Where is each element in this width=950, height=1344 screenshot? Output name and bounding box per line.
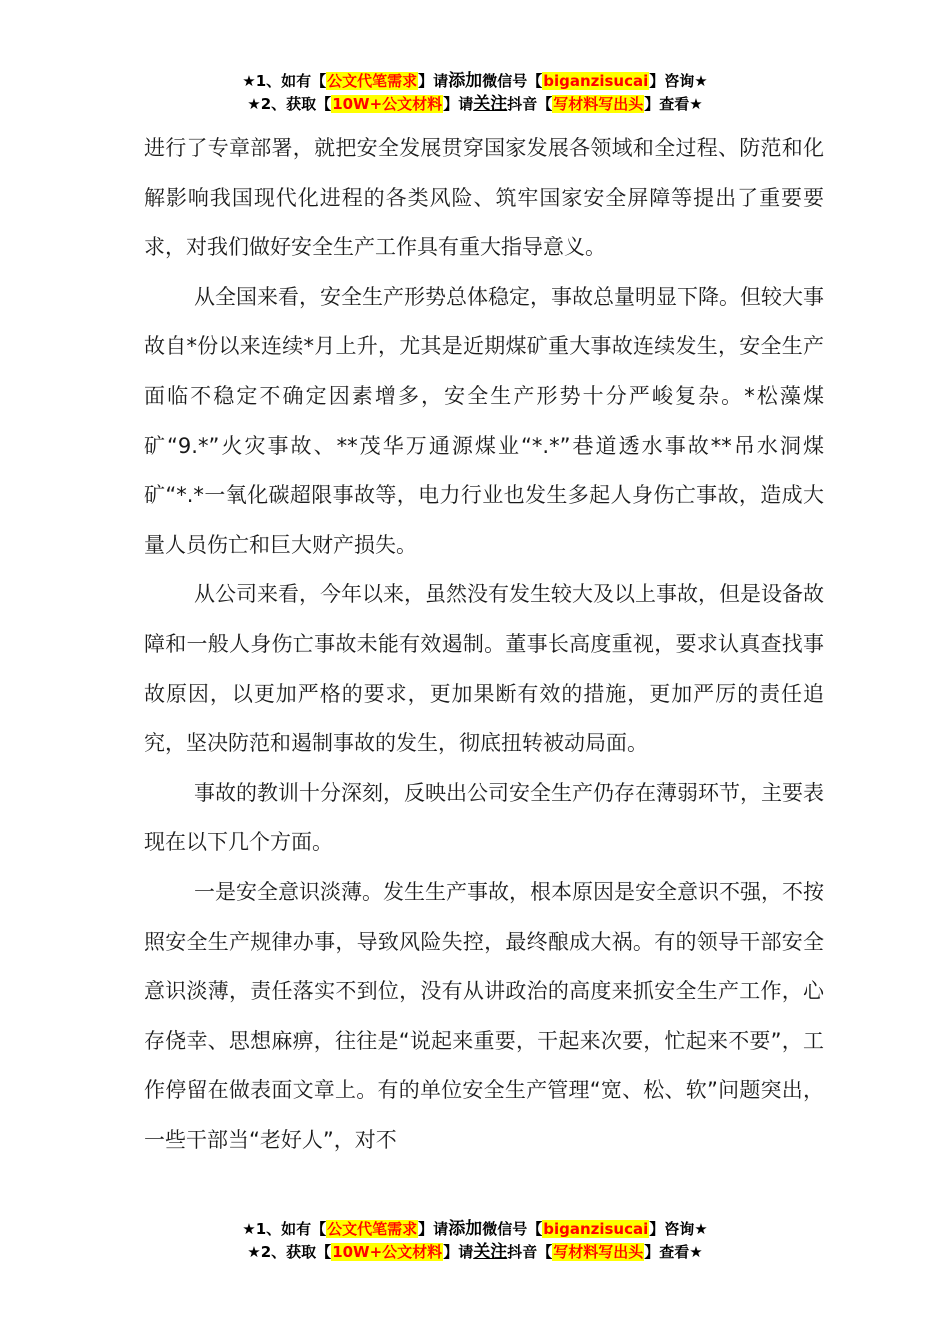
footer-banner	[0, 1218, 950, 1264]
star-icon: ★	[694, 1220, 708, 1238]
highlight-wechat-id: biganzisucai	[543, 1220, 649, 1238]
paragraph-continuation: 进行了专章部署，就把安全发展贯穿国家发展各领域和全过程、防范和化解影响我国现代化进程的各类风险、筑牢国家安全屏障等提出了重要要求，对我们做好安全生产工作具有重大指导意义。	[144, 136, 824, 260]
star-icon: ★	[694, 72, 708, 90]
paragraph-safety-awareness: 一是安全意识淡薄。发生生产事故，根本原因是安全意识不强，不按照安全生产规律办事，导致风险失控，最终酿成大祸。有的领导干部安全意识淡薄，责任落实不到位，没有从讲政治的高度来抓安全生产工作，心存侥幸、思想麻痹，往往是“说起来重要，干起来次要，忙起来不要”，工作停留在做表面文章上。有的单位安全生产管理“宽、松、软”问题突出，一些干部当“老好人”，对不	[144, 879, 824, 1152]
document-body	[144, 124, 824, 1165]
highlight-douyin-account: 写材料写出头	[553, 1243, 644, 1261]
star-icon: ★	[247, 95, 261, 113]
banner-line-2: ★2、获取【10W+公文材料】请关注抖音【写材料写出头】查看★	[247, 1242, 703, 1262]
star-icon: ★	[689, 1243, 703, 1261]
banner-line-1: ★1、如有【公文代笔需求】请添加微信号【biganzisucai】咨询★	[242, 71, 708, 91]
highlight-service: 公文代笔需求	[327, 72, 418, 90]
highlight-service: 公文代笔需求	[327, 1220, 418, 1238]
paragraph-national-situation: 从全国来看，安全生产形势总体稳定，事故总量明显下降。但较大事故自*份以来连续*月上升，尤其是近期煤矿重大事故连续发生，安全生产面临不稳定不确定因素增多，安全生产形势十分严峻复杂。*松藻煤矿“9.*”火灾事故、**茂华万通源煤业“*.*”巷道透水事故**吊水洞煤矿“*.*一氧化碳超限事故等，电力行业也发生多起人身伤亡事故，造成大量人员伤亡和巨大财产损失。	[144, 284, 824, 557]
star-icon: ★	[689, 95, 703, 113]
header-banner	[0, 70, 950, 116]
banner-line-2: ★2、获取【10W+公文材料】请关注抖音【写材料写出头】查看★	[247, 94, 703, 114]
highlight-douyin-account: 写材料写出头	[553, 95, 644, 113]
star-icon: ★	[242, 72, 256, 90]
star-icon: ★	[247, 1243, 261, 1261]
paragraph-lessons-intro: 事故的教训十分深刻，反映出公司安全生产仍存在薄弱环节，主要表现在以下几个方面。	[144, 780, 824, 855]
star-icon: ★	[242, 1220, 256, 1238]
banner-line-1: ★1、如有【公文代笔需求】请添加微信号【biganzisucai】咨询★	[242, 1219, 708, 1239]
paragraph-company-situation: 从公司来看，今年以来，虽然没有发生较大及以上事故，但是设备故障和一般人身伤亡事故未能有效遏制。董事长高度重视，要求认真查找事故原因，以更加严格的要求，更加果断有效的措施，更加严厉的责任追究，坚决防范和遏制事故的发生，彻底扭转被动局面。	[144, 582, 824, 756]
highlight-materials: 10W+公文材料	[332, 95, 443, 113]
highlight-wechat-id: biganzisucai	[543, 72, 649, 90]
highlight-materials: 10W+公文材料	[332, 1243, 443, 1261]
